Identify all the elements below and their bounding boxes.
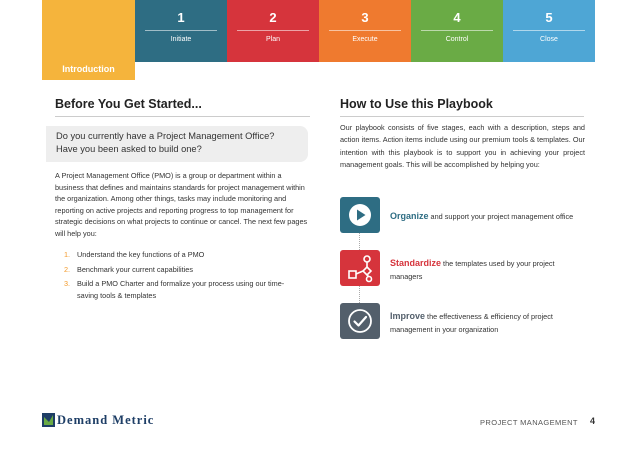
list-item (64, 249, 304, 261)
stage-number: 2 (269, 10, 277, 25)
organize-keyword: Organize (390, 211, 429, 221)
brand-name: Demand Metric (57, 413, 155, 427)
stage-tab-plan[interactable] (227, 0, 319, 62)
page-number: 4 (590, 416, 596, 426)
how-to-use-heading: How to Use this Playbook (340, 97, 493, 111)
connector-dots (359, 233, 360, 250)
improve-item (390, 310, 586, 336)
playbook-description: Our playbook consists of five stages, each with a description, steps and action items. Action items include using our premium tools & templates. Our intention with this playbook is to support you in achieving your project management goals. This will be accomplished by helping you: (340, 123, 585, 170)
stage-label: Control (445, 36, 469, 43)
list-number: 3. (64, 279, 71, 289)
stage-tab-close[interactable] (503, 0, 595, 62)
list-item (64, 278, 304, 301)
section-label: PROJECT MANAGEMENT (480, 418, 578, 427)
stage-divider (513, 30, 585, 31)
stage-number: 4 (453, 10, 461, 25)
stage-tab-introduction[interactable] (42, 0, 135, 80)
before-you-start-heading: Before You Get Started... (55, 97, 202, 111)
stage-label: Close (540, 36, 558, 43)
heading-divider (55, 116, 310, 117)
improve-text: the effectiveness & efficiency of project management in your organization (390, 312, 553, 334)
stage-divider (237, 30, 309, 31)
stage-divider (329, 30, 401, 31)
goals-list (64, 249, 304, 304)
stage-number: 1 (177, 10, 185, 25)
stage-tab-initiate[interactable] (135, 0, 227, 62)
stage-divider (145, 30, 217, 31)
question-line-2: Have you been asked to build one? (56, 144, 202, 154)
improve-keyword: Improve (390, 311, 426, 321)
pmo-question-box (46, 126, 308, 162)
standardize-item (390, 257, 586, 283)
stage-tab-execute[interactable] (319, 0, 411, 62)
checkmark-icon (340, 303, 380, 339)
flowchart-icon (340, 250, 380, 286)
list-item (64, 264, 304, 276)
list-text: Understand the key functions of a PMO (77, 250, 205, 259)
list-text: Benchmark your current capabilities (77, 264, 193, 274)
stage-label: Initiate (170, 36, 192, 43)
stage-bar (0, 0, 638, 74)
logo-mark-icon (42, 413, 55, 427)
organize-item (390, 210, 586, 223)
stage-number: 5 (545, 10, 553, 25)
play-icon (340, 197, 380, 233)
pmo-description: A Project Management Office (PMO) is a group or department within a business that defines and maintains standards for project management within the organization. Among other things, tasks may include monitoring and reporting on active projects and reporting progress to top management for strategic decisions on what projects to continue or cancel. The next few pages will help you: (55, 171, 308, 238)
stage-label: Execute (352, 36, 378, 43)
stage-label: Plan (265, 36, 280, 43)
question-line-1: Do you currently have a Project Management Office? (56, 131, 275, 141)
list-number: 2. (64, 264, 71, 274)
standardize-keyword: Standardize (390, 258, 442, 268)
list-text: Build a PMO Charter and formalize your process using our time-saving tools & templates (77, 279, 285, 300)
stage-divider (421, 30, 493, 31)
standardize-text: the templates used by your project managers (390, 259, 555, 281)
stage-tab-control[interactable] (411, 0, 503, 62)
heading-divider (340, 116, 584, 117)
stage-number: 3 (361, 10, 369, 25)
connector-dots (359, 286, 360, 303)
list-number: 1. (64, 250, 71, 259)
organize-text: and support your project management office (428, 212, 574, 221)
stage-tab-introduction-label: Introduction (62, 64, 115, 74)
